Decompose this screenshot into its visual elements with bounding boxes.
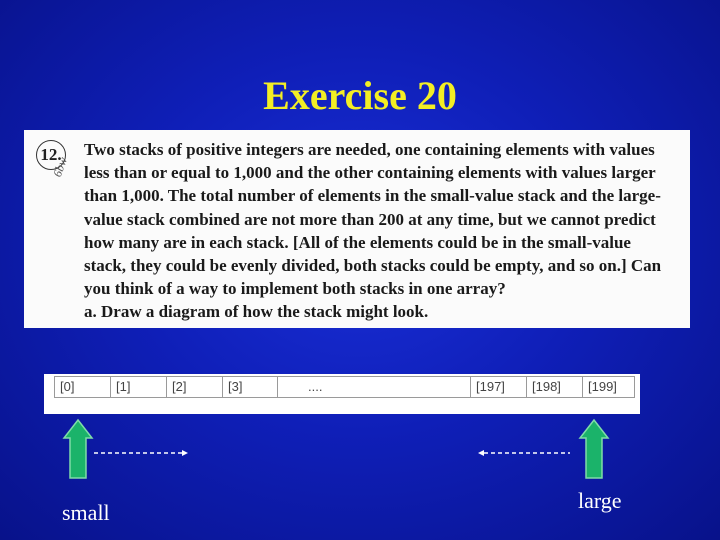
question-line: how many are in each stack. [All of the elements could be in the small-value bbox=[84, 232, 631, 252]
right-up-arrow-icon bbox=[580, 420, 608, 478]
array-cell-197: [197] bbox=[471, 376, 527, 398]
array-cell-0: [0] bbox=[54, 376, 111, 398]
question-line: than 1,000. The total number of elements in the small-value stack and the large- bbox=[84, 186, 661, 206]
array-cell-ellipsis: .... bbox=[278, 376, 471, 398]
question-line: value stack combined are not more than 200 at any time, but we cannot predict bbox=[84, 209, 656, 229]
left-growth-dashed-arrow-icon bbox=[94, 450, 188, 456]
small-label: small bbox=[62, 500, 110, 525]
large-label: large bbox=[578, 488, 622, 513]
question-line: you think of a way to implement both stacks in one array? bbox=[84, 279, 506, 299]
left-up-arrow-icon bbox=[64, 420, 92, 478]
array-cell-199: [199] bbox=[583, 376, 635, 398]
right-growth-dashed-arrow-icon bbox=[478, 450, 570, 456]
array-cell-2: [2] bbox=[167, 376, 223, 398]
slide-title: Exercise 20 bbox=[263, 73, 457, 118]
question-number: 12. bbox=[36, 140, 66, 170]
array-cell-3: [3] bbox=[223, 376, 278, 398]
array-cell-1: [1] bbox=[111, 376, 167, 398]
question-line: Two stacks of positive integers are needed, one containing elements with values bbox=[84, 140, 655, 159]
question-line: less than or equal to 1,000 and the other containing elements with values larger bbox=[84, 163, 656, 183]
margin-note: 6bw bbox=[50, 155, 71, 179]
question-line: stack, they could be evenly divided, both stacks could be empty, and so on.] Can bbox=[84, 256, 662, 276]
array-cell-198: [198] bbox=[527, 376, 583, 398]
question-subpart: a. Draw a diagram of how the stack might look. bbox=[84, 302, 429, 321]
